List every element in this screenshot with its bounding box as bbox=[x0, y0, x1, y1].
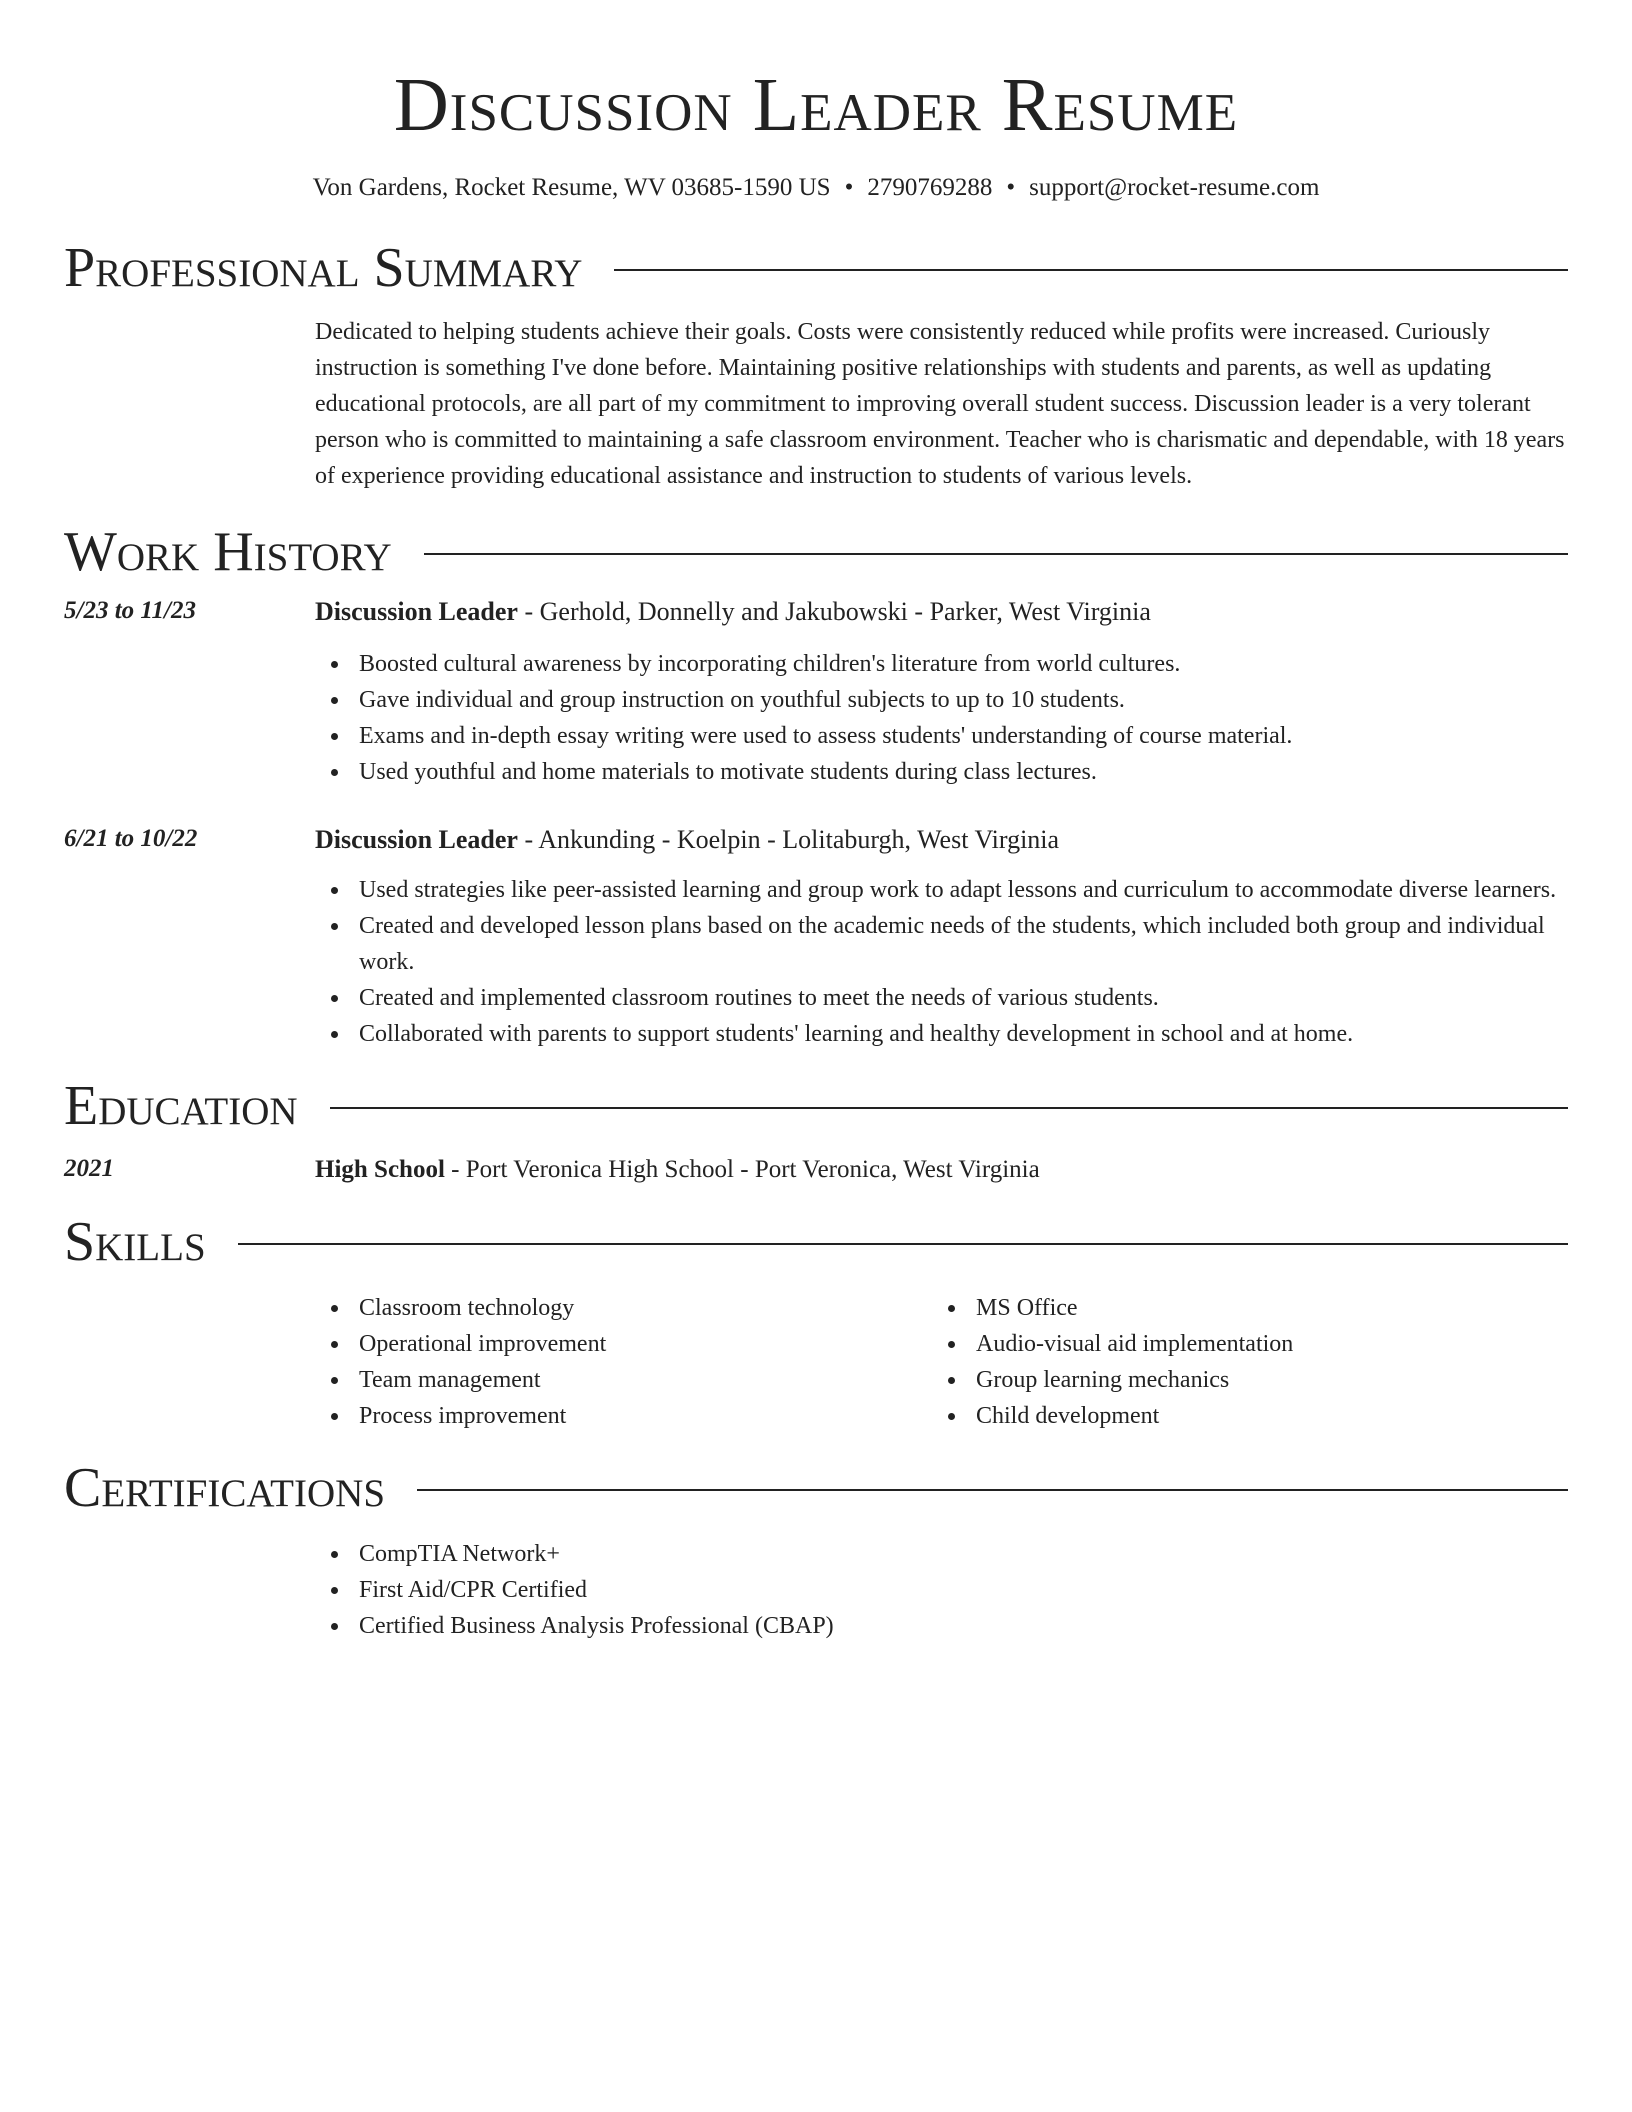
list-item: Gave individual and group instruction on youthful subjects to up to 10 students. bbox=[315, 682, 1568, 718]
contact-separator: • bbox=[1006, 174, 1016, 201]
resume-page bbox=[64, 0, 1568, 1644]
job-dates: 5/23 to 11/23 bbox=[64, 597, 196, 624]
skill-item: Group learning mechanics bbox=[932, 1362, 1549, 1398]
education-year: 2021 bbox=[64, 1155, 114, 1182]
skill-item: Child development bbox=[932, 1398, 1549, 1434]
job-dates: 6/21 to 10/22 bbox=[64, 825, 198, 852]
list-item: Used youthful and home materials to motivate students during class lectures. bbox=[315, 754, 1568, 790]
certifications-heading: Certifications bbox=[64, 1457, 386, 1519]
summary-section-header bbox=[64, 236, 1568, 300]
summary-heading: Professional Summary bbox=[64, 237, 583, 299]
work-heading: Work History bbox=[64, 521, 392, 583]
list-item: Boosted cultural awareness by incorporating children's literature from world cultures. bbox=[315, 646, 1568, 682]
education-section-header bbox=[64, 1074, 1568, 1138]
certification-item: Certified Business Analysis Professional (CBAP) bbox=[315, 1608, 1568, 1644]
certifications-section-header bbox=[64, 1456, 1568, 1520]
skill-item: MS Office bbox=[932, 1290, 1549, 1326]
summary-text: Dedicated to helping students achieve their goals. Costs were consistently reduced while profits were increased. Curiously instruction is something I've done before. Maintaining positive relationships with students and parents, as well as updating educational protocols, are all part of my commitment to improving overall student success. Discussion leader is a very tolerant person who is committed to maintaining a safe classroom environment. Teacher who is charismatic and dependable, with 18 years of experience providing educational assistance and instruction to students of various levels. bbox=[315, 319, 1565, 489]
contact-email: support@rocket-resume.com bbox=[1029, 174, 1320, 201]
list-item: Used strategies like peer-assisted learning and group work to adapt lessons and curriculum to accommodate diverse learners. bbox=[315, 872, 1568, 908]
list-item: Collaborated with parents to support students' learning and healthy development in school and at home. bbox=[315, 1016, 1568, 1052]
section-divider bbox=[238, 1243, 1568, 1245]
contact-line bbox=[64, 172, 1568, 204]
list-item: Created and developed lesson plans based on the academic needs of the students, which included both group and individual work. bbox=[315, 908, 1568, 980]
resume-title: Discussion Leader Resume bbox=[393, 63, 1239, 147]
skills-column-2 bbox=[932, 1290, 1549, 1434]
skill-item: Process improvement bbox=[315, 1398, 932, 1434]
job-entry bbox=[64, 822, 1568, 1052]
list-item: Exams and in-depth essay writing were used to assess students' understanding of course material. bbox=[315, 718, 1568, 754]
skills-heading: Skills bbox=[64, 1211, 206, 1273]
education-heading-line bbox=[315, 1152, 1568, 1188]
list-item: Created and implemented classroom routines to meet the needs of various students. bbox=[315, 980, 1568, 1016]
section-divider bbox=[614, 269, 1568, 271]
education-heading: Education bbox=[64, 1075, 298, 1137]
section-divider bbox=[330, 1107, 1568, 1109]
job-title: Discussion Leader bbox=[315, 597, 518, 626]
skill-item: Audio-visual aid implementation bbox=[932, 1326, 1549, 1362]
section-divider bbox=[424, 553, 1568, 555]
job-entry bbox=[64, 594, 1568, 790]
job-heading bbox=[315, 594, 1568, 630]
skill-item: Team management bbox=[315, 1362, 932, 1398]
contact-phone: 2790769288 bbox=[867, 174, 993, 201]
job-details: - Ankunding - Koelpin - Lolitaburgh, West Virginia bbox=[517, 825, 1060, 854]
job-bullets bbox=[315, 646, 1568, 790]
certifications-list bbox=[64, 1536, 1568, 1644]
education-degree: High School bbox=[315, 1156, 445, 1183]
education-details: - Port Veronica High School - Port Veronica, West Virginia bbox=[444, 1156, 1040, 1183]
certification-item: CompTIA Network+ bbox=[315, 1536, 1568, 1572]
job-details: - Gerhold, Donnelly and Jakubowski - Parker, West Virginia bbox=[517, 597, 1151, 626]
job-heading bbox=[315, 822, 1568, 858]
skills-column-1 bbox=[315, 1290, 932, 1434]
certification-item: First Aid/CPR Certified bbox=[315, 1572, 1568, 1608]
skill-item: Operational improvement bbox=[315, 1326, 932, 1362]
skills-grid bbox=[64, 1290, 1568, 1434]
job-title: Discussion Leader bbox=[315, 825, 518, 854]
skill-item: Classroom technology bbox=[315, 1290, 932, 1326]
work-section-header bbox=[64, 520, 1568, 584]
contact-address: Von Gardens, Rocket Resume, WV 03685-1590 US bbox=[312, 174, 831, 201]
contact-separator: • bbox=[844, 174, 854, 201]
education-entry bbox=[64, 1152, 1568, 1188]
job-bullets bbox=[315, 872, 1568, 1052]
section-divider bbox=[417, 1489, 1568, 1491]
skills-section-header bbox=[64, 1210, 1568, 1274]
